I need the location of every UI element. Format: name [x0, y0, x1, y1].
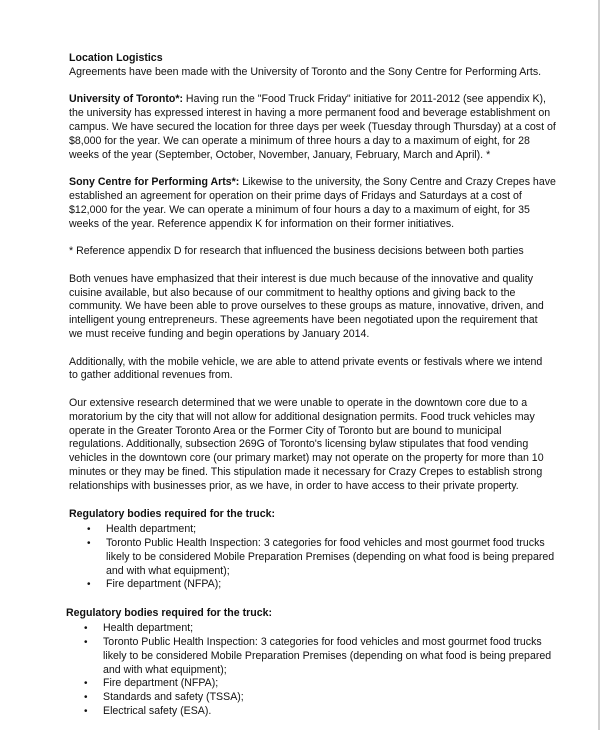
- uoft-text: Having run the "Food Truck Friday" initiative for 2011-2012 (see appendix K), the university has expressed interest in having a more permanent food and beverage establishment on campus. We have secured the location for three days per week (Tuesday through Thursday) at a cost of $8,000 for the year. We can operate a minimum of three hours a day to a maximum of eight, for 28 weeks of the year (September, October, November, January, February, March and April). *: [69, 93, 556, 161]
- sony-paragraph: [69, 176, 558, 231]
- bullet-icon: •: [87, 524, 91, 536]
- bullet-icon: •: [84, 678, 88, 690]
- regulatory-list-1: [69, 523, 558, 592]
- list-item: • Toronto Public Health Inspection: 3 categories for food vehicles and most gourmet food trucks likely to be considered Mobile Preparation Premises (depending on what food is being prepared and with what equipment);: [87, 537, 555, 577]
- bullet-icon: •: [87, 579, 91, 591]
- reference-note: * Reference appendix D for research that influenced the business decisions between both parties: [69, 245, 524, 258]
- bullet-icon: •: [84, 706, 88, 718]
- regulatory-section-1: [69, 507, 558, 592]
- mobile-vehicle-paragraph: Additionally, with the mobile vehicle, we are able to attend private events or festivals where we intend to gather additional revenues from.: [69, 355, 543, 382]
- research-paragraph: Our extensive research determined that we were unable to operate in the downtown core due to a moratorium by the city that will not allow for additional designation permits. Food truck vehicles may operate in the Greater Toronto Area or the Former City of Toronto but are bound to municipal regulations. Additionally, subsection 269G of Toronto's licensing bylaw stipulates that food vending vehicles in the downtown core (our primary market) may not operate on the property for more than 10 minutes or they may be fined. This stipulation made it necessary for Crazy Crepes to establish strong relationships with businesses prior, as we have, in order to have access to their private property.: [69, 396, 544, 492]
- uoft-paragraph: [69, 93, 558, 162]
- list-item: • Health department;: [87, 523, 197, 536]
- list-item: • Health department;: [84, 622, 194, 635]
- sony-label: Sony Centre for Performing Arts*:: [69, 176, 240, 189]
- list-item: • Electrical safety (ESA).: [84, 705, 212, 718]
- sony-text: Likewise to the university, the Sony Centre and Crazy Crepes have established an agreement for operation on their prime days of Fridays and Saturdays at a cost of $12,000 for the year. We can operate a minimum of four hours a day to a maximum of eight, for 35 weeks of the year. Reference appendix K for information on their former initiatives.: [69, 176, 556, 230]
- list-item: • Standards and safety (TSSA);: [84, 691, 244, 704]
- uoft-label: University of Toronto*:: [69, 93, 183, 106]
- list-item: • Fire department (NFPA);: [84, 677, 219, 690]
- location-logistics-section: [69, 52, 558, 80]
- bullet-icon: •: [87, 538, 91, 550]
- bullet-icon: •: [84, 692, 88, 704]
- list-item: • Toronto Public Health Inspection: 3 categories for food vehicles and most gourmet food trucks likely to be considered Mobile Preparation Premises (depending on what food is being prepared and with what equipment);: [84, 636, 552, 676]
- regulatory-heading-1: Regulatory bodies required for the truck:: [69, 508, 276, 521]
- regulatory-section-2: [66, 606, 558, 719]
- location-logistics-text: Agreements have been made with the University of Toronto and the Sony Centre for Performing Arts.: [69, 65, 542, 78]
- regulatory-heading-2: Regulatory bodies required for the truck:: [66, 607, 273, 620]
- location-logistics-heading: Location Logistics: [69, 52, 163, 64]
- bullet-icon: •: [84, 637, 88, 649]
- list-item: • Fire department (NFPA);: [87, 578, 222, 591]
- bullet-icon: •: [84, 623, 88, 635]
- venues-paragraph: Both venues have emphasized that their interest is due much because of the innovative and quality cuisine available, but also because of our commitment to healthy options and giving back to the community. We have been able to prove ourselves to these groups as mature, innovative, driven, and intelligent young entrepreneurs. These agreements have been negotiated upon the requirement that we must receive funding and begin operations by January 2014.: [69, 272, 544, 340]
- regulatory-list-2: [66, 622, 558, 719]
